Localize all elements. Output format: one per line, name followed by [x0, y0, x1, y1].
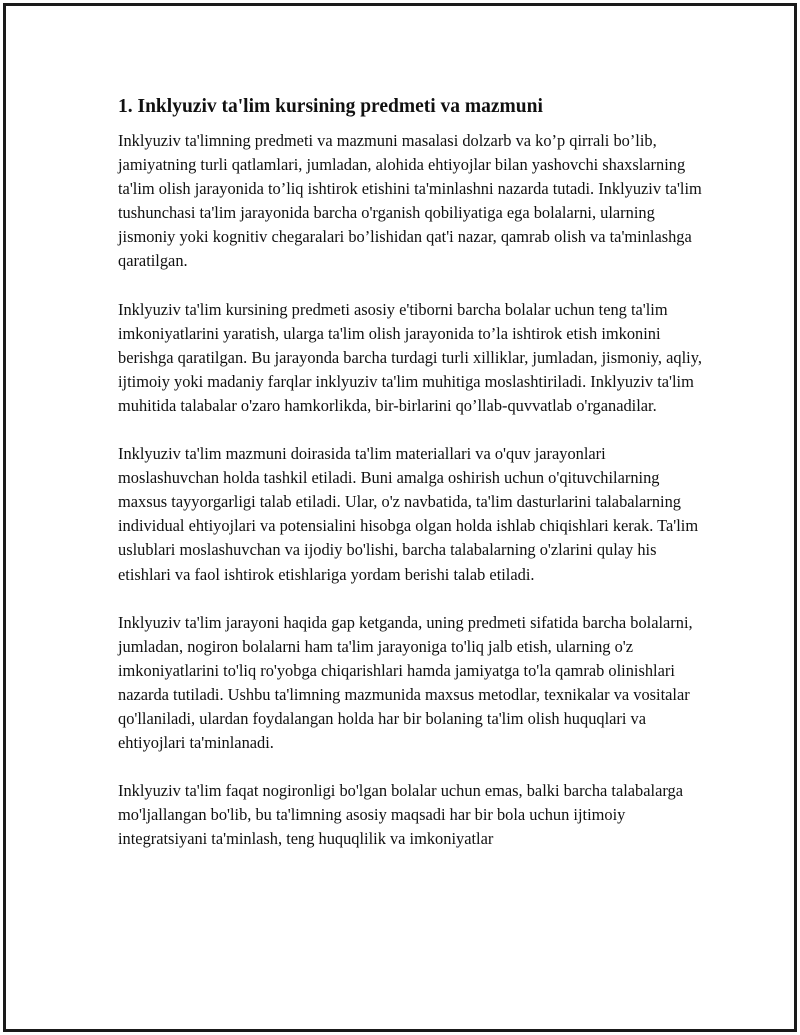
paragraph-2: Inklyuziv ta'lim kursining predmeti asosiy e'tiborni barcha bolalar uchun teng ta'lim imkoniyatlarini yaratish, ularga ta'lim olish jarayonida to’la ishtirok etish imkonini berishga qaratilgan. Bu jarayonda barcha turdagi turli xilliklar, jumladan, jismoniy, aqliy, ijtimoiy yoki madaniy farqlar inklyuziv ta'lim muhitiga moslashtiriladi. Inklyuziv ta'lim muhitida talabalar o'zaro hamkorlikda, bir-birlarini qo’llab-quvvatlab o'rganadilar. — [118, 299, 702, 415]
paragraph-5: Inklyuziv ta'lim faqat nogironligi bo'lgan bolalar uchun emas, balki barcha talabalarga mo'ljallangan bo'lib, bu ta'limning asosiy maqsadi har bir bola uchun ijtimoiy integratsiyani ta'minlash, teng huquqlilik va imkoniyatlar — [118, 781, 683, 849]
document-body — [118, 93, 702, 875]
paragraph-4: Inklyuziv ta'lim jarayoni haqida gap ketganda, uning predmeti sifatida barcha bolalarni, jumladan, nogiron bolalarni ham ta'lim jarayoniga to'liq jalb etish, ularning o'z imkoniyatlarini to'liq ro'yobga chiqarishlari hamda jamiyatga to'la qamrab olinishlari nazarda tutiladi. Ushbu ta'limning mazmunida maxsus metodlar, texnikalar va vositalar qo'llaniladi, ulardan foydalangan holda har bir bolaning ta'lim olish huquqlari va ehtiyojlari ta'minlanadi. — [118, 612, 693, 753]
paragraph-1: Inklyuziv ta'limning predmeti va mazmuni masalasi dolzarb va ko’p qirrali bo’lib, jamiyatning turli qatlamlari, jumladan, alohida ehtiyojlar bilan yashovchi shaxslarning ta'lim olish jarayonida to’liq ishtirok etishini ta'minlashni nazarda tutadi. Inklyuziv ta'lim tushunchasi ta'lim jarayonida barcha o'rganish qobiliyatiga ega bolalarni, ularning jismoniy yoki kognitiv chegaralari bo’lishidan qat'i nazar, qamrab olish va ta'minlashga qaratilgan. — [118, 131, 702, 271]
section-heading: 1. Inklyuziv ta'lim kursining predmeti va mazmuni — [118, 96, 543, 117]
paragraph-3: Inklyuziv ta'lim mazmuni doirasida ta'lim materiallari va o'quv jarayonlari moslashuvchan holda tashkil etiladi. Buni amalga oshirish uchun o'qituvchilarning maxsus tayyorgarligi talab etiladi. Ular, o'z navbatida, ta'lim dasturlarini talabalarning individual ehtiyojlari va potensialini hisobga olgan holda ishlab chiqishlari kerak. Ta'lim uslublari moslashuvchan va ijodiy bo'lishi, barcha talabalarning o'zlarini qulay his etishlari va faol ishtirok etishlariga yordam berishi talab etiladi. — [118, 444, 699, 584]
